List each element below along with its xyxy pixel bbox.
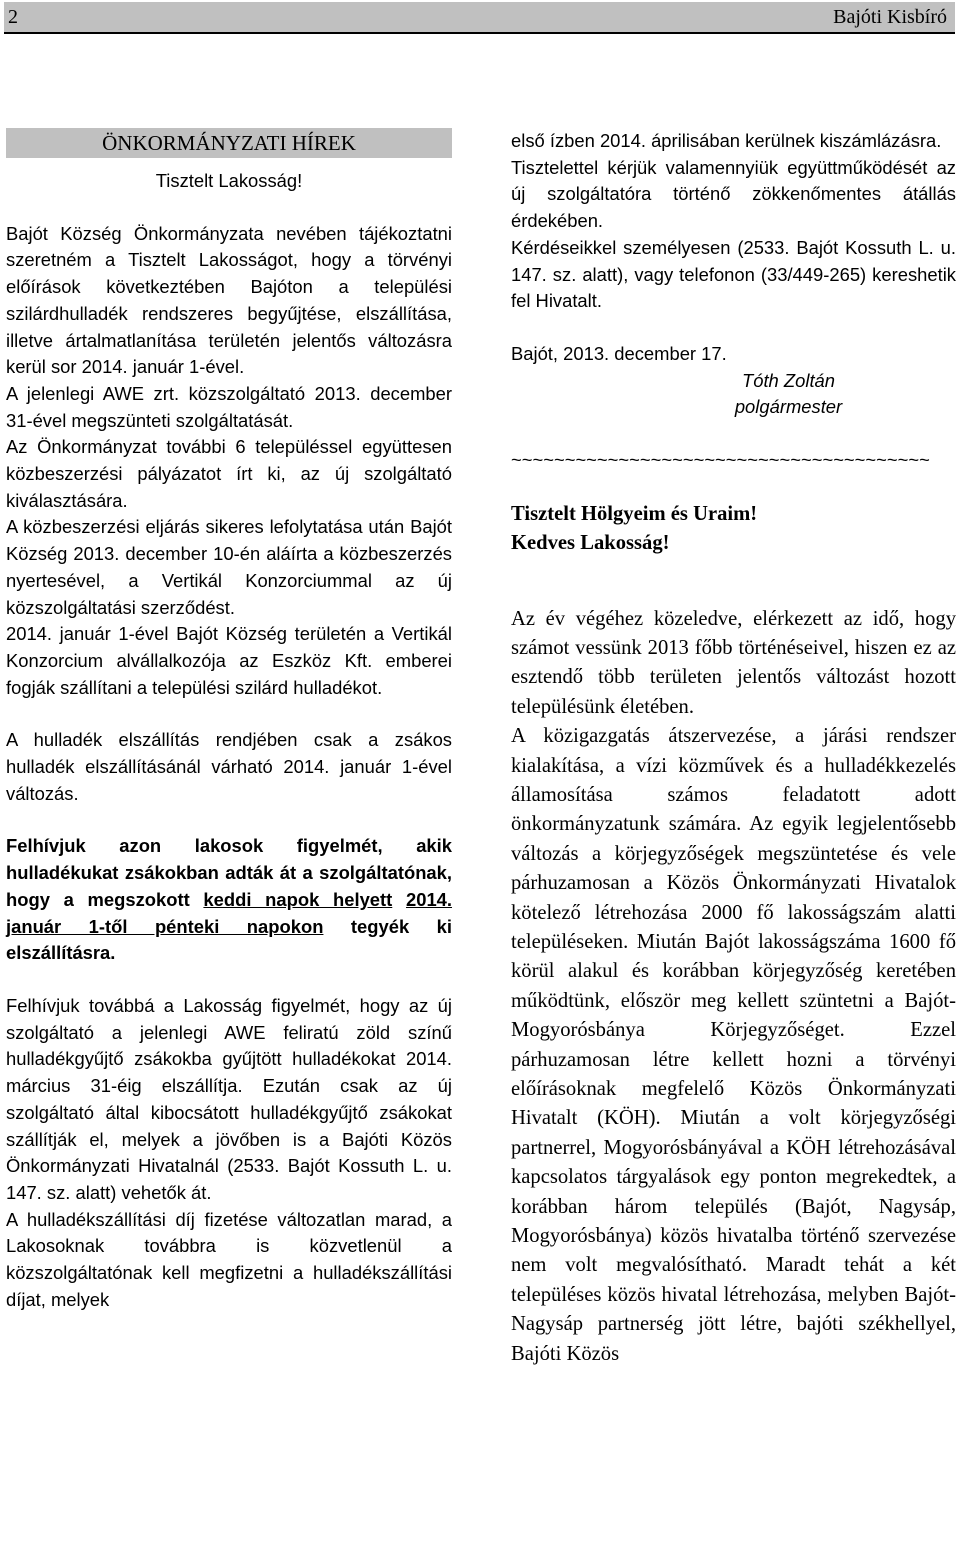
paragraph: Bajót Község Önkormányzata nevében tájékoztatni szeretném a Tisztelt Lakosságot, hogy a törvényi előírások következtében Bajóton a települési szilárdhulladék rendszeres begyűjtése, elszállítása, illetve ártalmatlanítása területén jelentős változásra kerül sor 2014. január 1-ével.	[6, 222, 452, 378]
paragraph: első ízben 2014. áprilisában kerülnek kiszámlázásra.	[511, 130, 942, 151]
paragraph: Felhívjuk továbbá a Lakosság figyelmét, hogy az új szolgáltató a jelenlegi AWE feliratú zöld színű hulladékgyűjtő zsákokba gyűjtött hulladékokat 2014. március 31-éig elszállítja. Ezután csak az új szolgáltató által kibocsátott hulladékgyűjtő zsákokat szállítják el, melyek a jövőben is a Bajóti Közös Önkormányzati Hivatalnál (2533. Bajót Kossuth L. u. 147. sz. alatt) vehetők át.	[6, 994, 452, 1203]
paragraph: A hulladék elszállítás rendjében csak a zsákos hulladék elszállításánál várható 2014. január 1-ével változás.	[6, 729, 452, 804]
divider: ~~~~~~~~~~~~~~~~~~~~~~~~~~~~~~~~~~~~~~~	[511, 449, 930, 471]
paragraph: Tisztelettel kérjük valamennyiük együttműködését az új szolgáltatóra történő zökkenőmentes átállás érdekében.	[511, 156, 956, 232]
greeting-heading: Kedves Lakosság!	[511, 532, 670, 555]
paragraph: Az év végéhez közeledve, elérkezett az idő, hogy számot vessünk 2013 főbb történéseivel, hiszen ez az esztendő több területen jelentős változást hozott településünk életében.	[511, 607, 956, 718]
signer-title: polgármester	[734, 396, 843, 418]
paragraph: A hulladékszállítási díj fizetése változatlan marad, a Lakosoknak továbbra is közvetlenül a közszolgáltatónak kell megfizetni a hulladékszállítási díjat, melyek	[6, 1208, 452, 1310]
paragraph: A közigazgatás átszervezése, a járási rendszer kialakítása, a vízi közművek és a hulladékkezelés államosítása számos feladatott adott önkormányzatunk számára. Az egyik legjelentősebb változás a körjegyzőségek megszüntetése és vele párhuzamosan a Közös Önkormányzati Hivatalok kötelező létrehozása 2000 fő lakosságszám alatti településeken. Miután Bajót lakosságszáma 1600 fő körül alakul és korábban körjegyzőség keretében működtünk, először meg kellett szüntetni a Bajót-Mogyorósbánya Körjegyzőséget. Ezzel párhuzamosan létre kellett hozni a törvényi előírásoknak megfelelő Közös Önkormányzati Hivatalt (KÖH). Miután a volt körjegyzőségi partnerrel, Mogyorósbányával a KÖH létrehozásával kapcsolatos tárgyalások egy ponton megrekedtek, a korábban három település (Bajót, Nagysáp, Mogyorósbánya) közös hivatalba történő szervezése nem volt megvalósítható. Maradt tehát a két településes közös hivatal létrehozása, melyben Bajót-Nagysáp partnerség jött létre, bajóti székhellyel, Bajóti Közös	[511, 725, 956, 1365]
greeting-heading: Tisztelt Hölgyeim és Uraim!	[511, 502, 758, 525]
page-header	[4, 2, 955, 34]
right-column	[511, 128, 956, 1369]
section-title: ÖNKORMÁNYZATI HÍREK	[6, 128, 452, 158]
page-number: 2	[8, 6, 18, 28]
paragraph: A közbeszerzési eljárás sikeres lefolytatása után Bajót Község 2013. december 10-én aláírta a közbeszerzés nyertesével, a Vertikál Konzorciummal az új közszolgáltatási szerződést.	[6, 516, 452, 618]
notice-underline: keddi napok helyett	[203, 888, 393, 910]
paragraph: Az Önkormányzat további 6 településsel együttesen közbeszerzési pályázatot írt ki, az új szolgáltató kiválasztására.	[6, 436, 452, 511]
date-line: Bajót, 2013. december 17.	[511, 342, 727, 364]
paragraph: 2014. január 1-ével Bajót Község területén a Vertikál Konzorcium alvállalkozója az Eszköz Kft. emberei fogják szállítani a települési szilárd hulladékot.	[6, 623, 452, 698]
notice-underline: 2014. január 1-től pénteki napokon	[6, 888, 453, 937]
paragraph: A jelenlegi AWE zrt. közszolgáltató 2013. december 31-ével megszünteti szolgáltatását.	[6, 382, 452, 431]
newsletter-title: Bajóti Kisbíró	[833, 6, 947, 28]
notice-paragraph: Felhívjuk azon lakosok figyelmét, akik hulladékukat zsákokban adták át a szolgáltatónak, hogy a megszokott keddi napok helyett 2014. január 1-től pénteki napokon tegyék ki elszállításra.	[6, 835, 453, 964]
greeting: Tisztelt Lakosság!	[155, 170, 303, 191]
paragraph: Kérdéseikkel személyesen (2533. Bajót Kossuth L. u. 147. sz. alatt), vagy telefonon (33/449-265) kereshetik fel Hivatalt.	[511, 236, 956, 312]
left-column	[6, 128, 452, 1313]
signer-name: Tóth Zoltán	[741, 369, 836, 391]
